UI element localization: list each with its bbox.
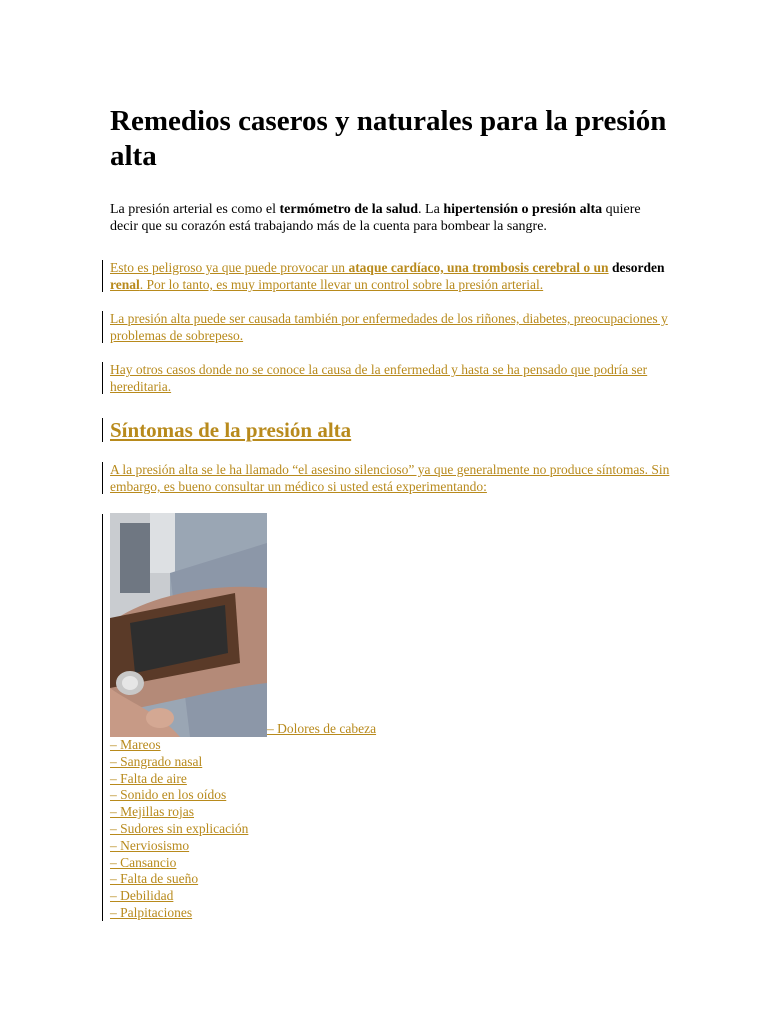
link-danger-text[interactable]: Esto es peligroso ya que puede provocar un [110, 260, 349, 275]
symptom-item[interactable]: – Sudores sin explicación [110, 820, 249, 836]
blood-pressure-cuff-photo [110, 513, 267, 737]
link-causes[interactable]: La presión alta puede ser causada también por enfermedades de los riñones, diabetes, preocupaciones y problemas de sobrepeso. [110, 311, 668, 343]
intro-text-1: La presión arterial es como el [110, 202, 280, 217]
quote-paragraph-silent-killer [110, 461, 670, 495]
symptom-item[interactable]: – Mejillas rojas [110, 804, 194, 820]
page-title: Remedios caseros y naturales para la presión alta [110, 105, 667, 172]
intro-bold-2: hipertensión o presión alta [443, 202, 603, 217]
link-renal[interactable]: renal [110, 277, 140, 292]
quote-paragraph-hereditary [110, 361, 670, 395]
symptom-item[interactable]: – Nerviosismo [110, 837, 190, 853]
intro-text-2: . La [418, 202, 444, 217]
link-hereditary[interactable]: Hay otros casos donde no se conoce la causa de la enfermedad y hasta se ha pensado que podría ser hereditaria. [110, 362, 648, 394]
link-heart-attack[interactable]: ataque cardíaco, una trombosis cerebral o un [348, 260, 609, 275]
symptom-item[interactable]: – Falta de sueño [110, 871, 199, 887]
symptom-item[interactable]: – Mareos [110, 737, 161, 752]
symptom-item[interactable]: – Palpitaciones [110, 904, 193, 920]
link-silent-killer[interactable]: A la presión alta se le ha llamado “el asesino silencioso” ya que generalmente no produce síntomas. Sin embargo, es bueno consultar un médico si usted está experimentando: [110, 462, 670, 494]
symptom-item[interactable]: – Dolores de cabeza [267, 721, 377, 736]
symptom-item[interactable]: – Falta de aire [110, 770, 187, 786]
quote-paragraph-danger [110, 259, 670, 293]
symptom-item[interactable]: – Cansancio [110, 854, 177, 870]
quote-paragraph-causes [110, 310, 670, 344]
section-heading-wrap [110, 417, 670, 443]
document-page [110, 104, 670, 922]
symptom-item[interactable]: – Sangrado nasal [110, 753, 203, 769]
link-control-text[interactable]: . Por lo tanto, es muy importante llevar un control sobre la presión arterial. [139, 277, 544, 292]
text-disorder: desorden [608, 260, 665, 275]
section-heading-symptoms[interactable]: Síntomas de la presión alta [110, 418, 352, 442]
intro-bold-1: termómetro de la salud [279, 202, 419, 217]
symptoms-list [110, 513, 670, 922]
symptom-item[interactable]: – Sonido en los oídos [110, 787, 227, 803]
intro-paragraph [110, 201, 670, 235]
intro-text-3: quiere decir que su corazón está trabajando más de la cuenta para bombear la sangre. [110, 202, 641, 234]
symptom-item[interactable]: – Debilidad [110, 888, 174, 904]
